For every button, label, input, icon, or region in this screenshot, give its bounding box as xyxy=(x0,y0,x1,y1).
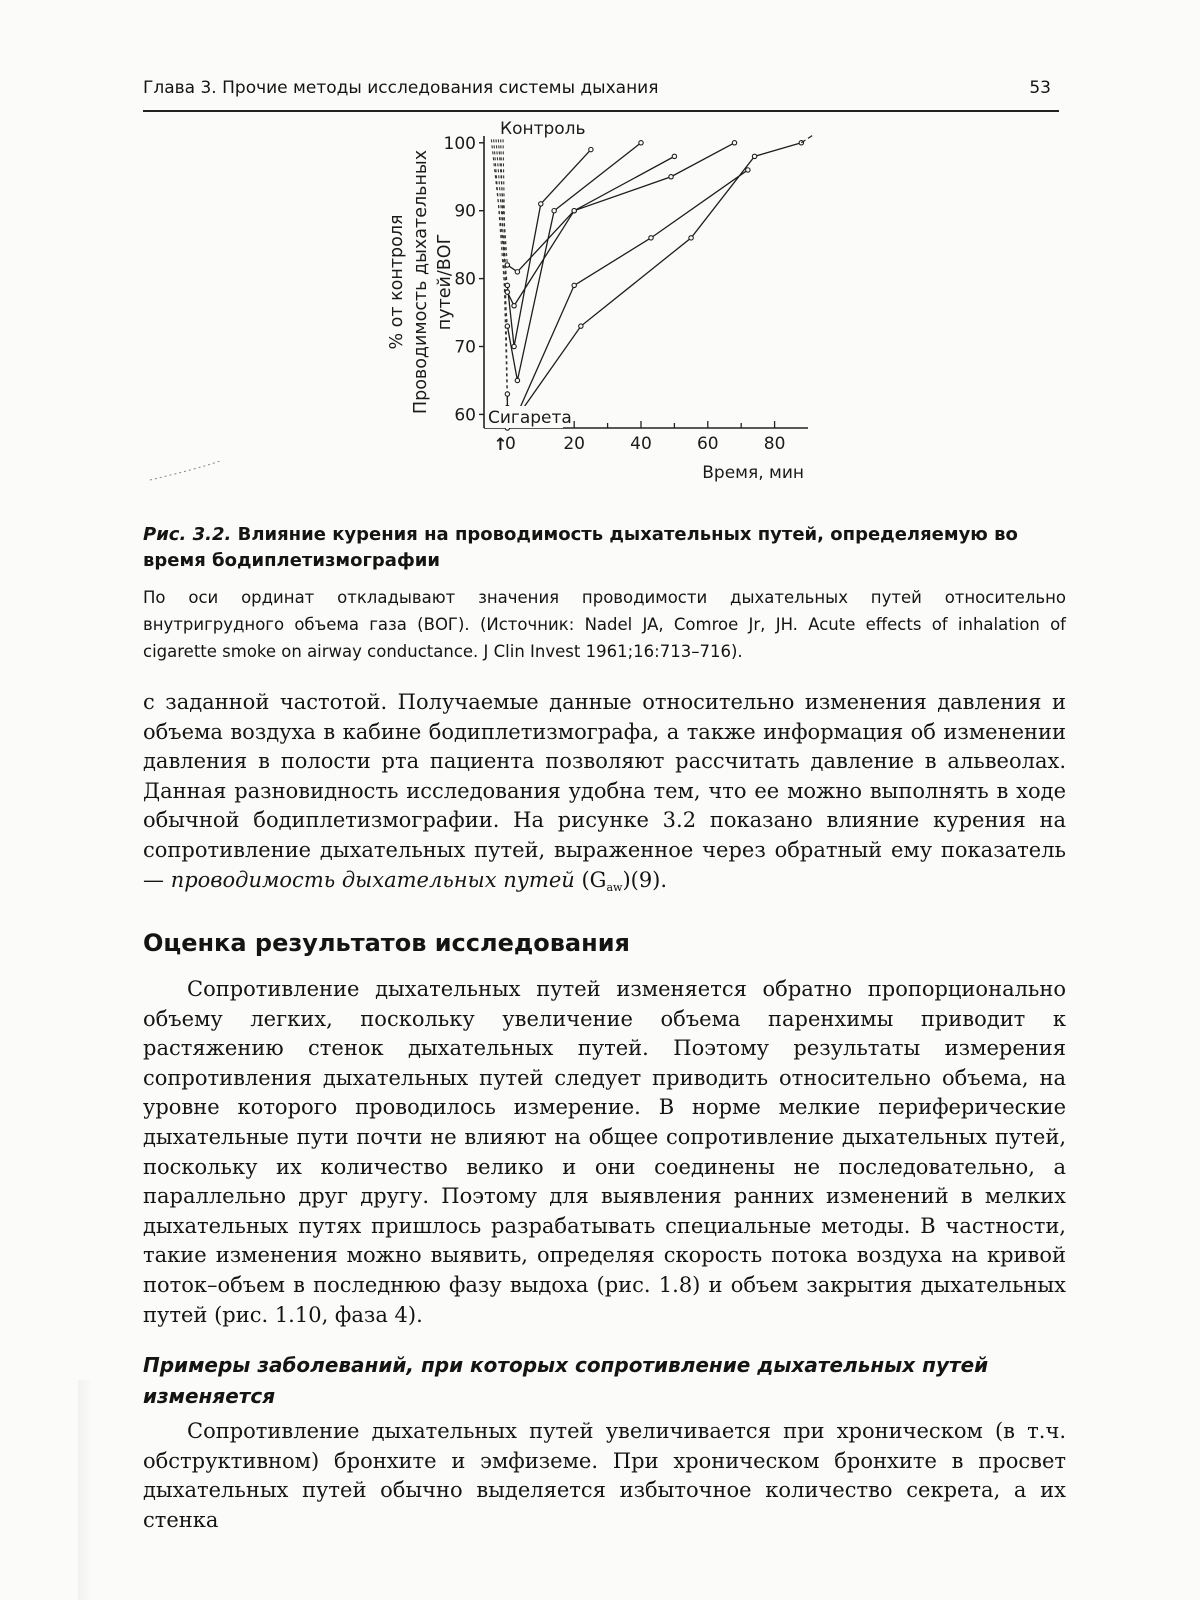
data-point xyxy=(669,175,673,179)
section-heading: Оценка результатов исследования xyxy=(143,929,630,957)
data-point xyxy=(505,324,509,328)
data-point xyxy=(552,208,556,212)
series-line xyxy=(507,156,674,305)
baseline-dashed-lines xyxy=(491,139,507,407)
data-point xyxy=(579,324,583,328)
data-point xyxy=(589,147,593,151)
paragraph-1-text: с заданной частотой. Получаемые данные относительно изменения давления и объема воздуха в кабине бодиплетизмографа, а также информация об изменении давления в полости рта пациента позволяют рассчитать давление в альвеолах. Данная разновидность исследования удобна тем, что ее можно выполнять в ходе обычной бодиплетизмографии. На рисунке 3.2 показано влияние курения на сопротивление дыхательных путей, выраженное через обратный ему показатель — xyxy=(143,690,1066,892)
data-point xyxy=(512,304,516,308)
series-line xyxy=(507,150,591,347)
y-tick-label: 100 xyxy=(443,133,476,154)
y-tick-label: 70 xyxy=(454,337,476,358)
conductance-chart xyxy=(380,118,840,498)
data-point xyxy=(689,236,693,240)
data-point xyxy=(515,378,519,382)
data-point xyxy=(505,263,509,267)
data-point xyxy=(515,270,519,274)
cigarette-label: Сигарета xyxy=(488,408,572,428)
pencil-mark xyxy=(150,461,220,480)
data-point xyxy=(752,154,756,158)
paragraph-1-symbol-open: (G xyxy=(581,867,607,892)
paragraph-1-symbol-sub: aw xyxy=(606,880,623,894)
figure-caption-title xyxy=(143,522,1063,574)
control-dashed-line xyxy=(496,139,507,292)
series-line xyxy=(507,170,747,428)
data-point xyxy=(672,154,676,158)
data-point xyxy=(746,168,750,172)
data-point xyxy=(505,392,509,396)
y-tick-label: 80 xyxy=(454,269,476,290)
data-point xyxy=(572,208,576,212)
paragraph-2: Сопротивление дыхательных путей изменяется обратно пропорционально объему легких, поскольку увеличение объема паренхимы приводит к растяжению стенок дыхательных путей. Поэтому результаты измерения сопротивления дыхательных путей следует приводить относительно объема, на уровне которого проводилось измерение. В норме мелкие периферические дыхательные пути почти не влияют на общее сопротивление дыхательных путей, поскольку их количество велико и они соединены не последовательно, а параллельно друг другу. Поэтому для выявления ранних изменений в мелких дыхательных путях пришлось разрабатывать специальные методы. В частности, такие изменения можно выявить, определяя скорость потока воздуха на кривой поток–объем в последнюю фазу выдоха (рис. 1.8) и объем закрытия дыхательных путей (рис. 1.10, фаза 4). xyxy=(143,977,1066,1327)
scan-edge-shadow xyxy=(78,1380,92,1600)
figure-caption-body: По оси ординат откладывают значения проводимости дыхательных путей относительно внутригрудного объема газа (ВОГ). (Источник: Nadel JA, Comroe Jr, JH. Acute effects of inhalation of cigarette smoke on airway conductance. J Clin Invest 1961;16:713–716). xyxy=(143,588,1066,661)
paragraph-1-term: проводимость дыхательных путей xyxy=(170,867,575,892)
chapter-title: Глава 3. Прочие методы исследования системы дыхания xyxy=(143,78,659,98)
paragraph-1 xyxy=(143,688,1066,902)
figure-3-2 xyxy=(380,118,840,498)
x-tick-label: 40 xyxy=(630,434,652,454)
data-point xyxy=(512,344,516,348)
data-point xyxy=(539,202,543,206)
y-tick-label: 60 xyxy=(454,405,476,426)
x-tick-label: 20 xyxy=(563,434,586,454)
data-point xyxy=(572,283,576,287)
data-point xyxy=(732,141,736,145)
chart-ticks xyxy=(444,134,804,483)
data-point xyxy=(639,141,643,145)
chart-annotations xyxy=(150,119,586,480)
data-point xyxy=(505,290,509,294)
x-tick-label: 0 xyxy=(504,434,516,454)
y-axis-label-line: Проводимость дыхательных xyxy=(411,149,431,415)
series-line xyxy=(507,143,734,272)
paragraph-1-symbol-close: )(9). xyxy=(622,867,668,892)
y-axis-label-line: путей/ВОГ xyxy=(435,233,455,331)
y-axis-label-line: % от контроля xyxy=(387,214,407,350)
control-label: Контроль xyxy=(500,119,586,139)
y-axis-label xyxy=(387,150,455,414)
subsection-heading: Примеры заболеваний, при которых сопротивление дыхательных путей изменяется xyxy=(143,1353,989,1408)
series-extension xyxy=(801,134,814,143)
page-number: 53 xyxy=(1029,78,1051,98)
x-tick-label: 60 xyxy=(696,434,719,454)
data-point xyxy=(649,236,653,240)
figure-label: Рис. 3.2. xyxy=(143,524,232,545)
x-axis-label: Время, мин xyxy=(702,463,804,483)
data-point xyxy=(505,283,509,287)
paragraph-3: Сопротивление дыхательных путей увеличивается при хроническом (в т.ч. обструктивном) бронхите и эмфиземе. При хроническом бронхите в просвет дыхательных путей обычно выделяется избыточное количество секрета, а их стенка xyxy=(143,1419,1066,1532)
x-tick-label: 80 xyxy=(763,434,786,454)
y-axis-label-lines xyxy=(387,150,455,414)
y-tick-label: 90 xyxy=(454,201,476,222)
running-header xyxy=(143,76,1059,112)
chart-axes xyxy=(484,136,808,428)
series-line xyxy=(507,143,801,421)
chart-series xyxy=(505,134,814,430)
figure-title: Влияние курения на проводимость дыхательных путей, определяемую во время бодиплетизмографии xyxy=(143,524,1018,571)
cigarette-arrow-icon: ↑ xyxy=(493,435,508,455)
